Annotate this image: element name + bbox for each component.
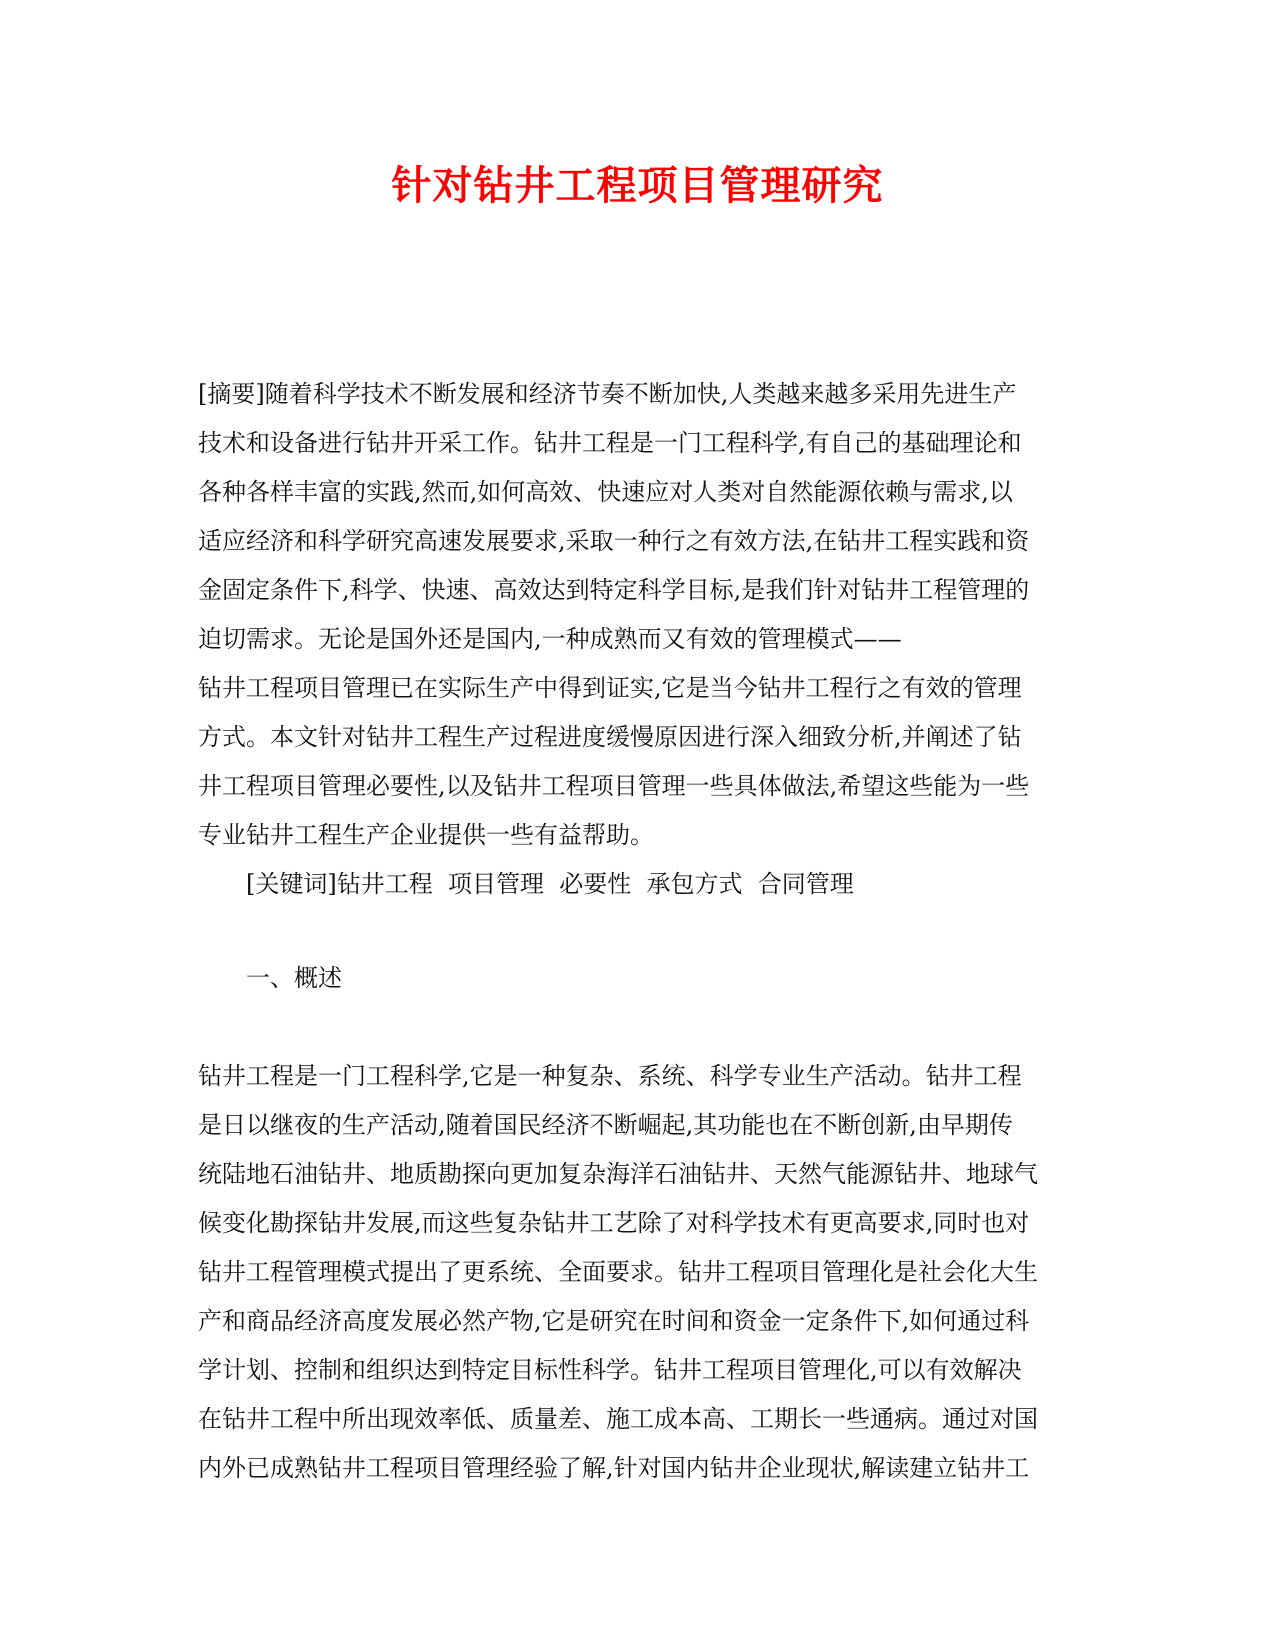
body-line: 钻井工程管理模式提出了更系统、全面要求。钻井工程项目管理化是社会化大生 [198, 1258, 1038, 1286]
document-title: 针对钻井工程项目管理研究 [391, 162, 884, 209]
body-paragraph [198, 1052, 1078, 1493]
keywords-text: [关键词]钻井工程 项目管理 必要性 承包方式 合同管理 [246, 870, 854, 898]
body-line: 在钻井工程中所出现效率低、质量差、施工成本高、工期长一些通病。通过对国 [198, 1405, 1038, 1433]
abstract-line: 技术和设备进行钻井开采工作。钻井工程是一门工程科学,有自己的基础理论和 [198, 429, 1022, 457]
section-heading: 一、概述 [246, 964, 342, 992]
abstract-line: 方式。本文针对钻井工程生产过程进度缓慢原因进行深入细致分析,并阐述了钻 [198, 723, 1022, 751]
abstract-line: 迫切需求。无论是国外还是国内,一种成熟而又有效的管理模式—— [198, 625, 902, 653]
abstract-line: 专业钻井工程生产企业提供一些有益帮助。 [198, 821, 654, 849]
abstract-line: 金固定条件下,科学、快速、高效达到特定科学目标,是我们针对钻井工程管理的 [198, 576, 1030, 604]
abstract-line: [摘要]随着科学技术不断发展和经济节奏不断加快,人类越来越多采用先进生产 [198, 380, 1017, 408]
body-line: 钻井工程是一门工程科学,它是一种复杂、系统、科学专业生产活动。钻井工程 [198, 1062, 1022, 1090]
abstract-line: 适应经济和科学研究高速发展要求,采取一种行之有效方法,在钻井工程实践和资 [198, 527, 1030, 555]
keywords-line [246, 860, 1126, 909]
abstract-line: 钻井工程项目管理已在实际生产中得到证实,它是当今钻井工程行之有效的管理 [198, 674, 1022, 702]
abstract-line: 井工程项目管理必要性,以及钻井工程项目管理一些具体做法,希望这些能为一些 [198, 772, 1030, 800]
body-line: 内外已成熟钻井工程项目管理经验了解,针对国内钻井企业现状,解读建立钻井工 [198, 1454, 1030, 1482]
abstract-line: 各种各样丰富的实践,然而,如何高效、快速应对人类对自然能源依赖与需求,以 [198, 478, 1013, 506]
body-line: 候变化勘探钻井发展,而这些复杂钻井工艺除了对科学技术有更高要求,同时也对 [198, 1209, 1030, 1237]
body-line: 统陆地石油钻井、地质勘探向更加复杂海洋石油钻井、天然气能源钻井、地球气 [198, 1160, 1038, 1188]
body-line: 是日以继夜的生产活动,随着国民经济不断崛起,其功能也在不断创新,由早期传 [198, 1111, 1013, 1139]
body-line: 产和商品经济高度发展必然产物,它是研究在时间和资金一定条件下,如何通过科 [198, 1307, 1030, 1335]
abstract-paragraph [198, 370, 1078, 860]
body-line: 学计划、控制和组织达到特定目标性科学。钻井工程项目管理化,可以有效解决 [198, 1356, 1022, 1384]
